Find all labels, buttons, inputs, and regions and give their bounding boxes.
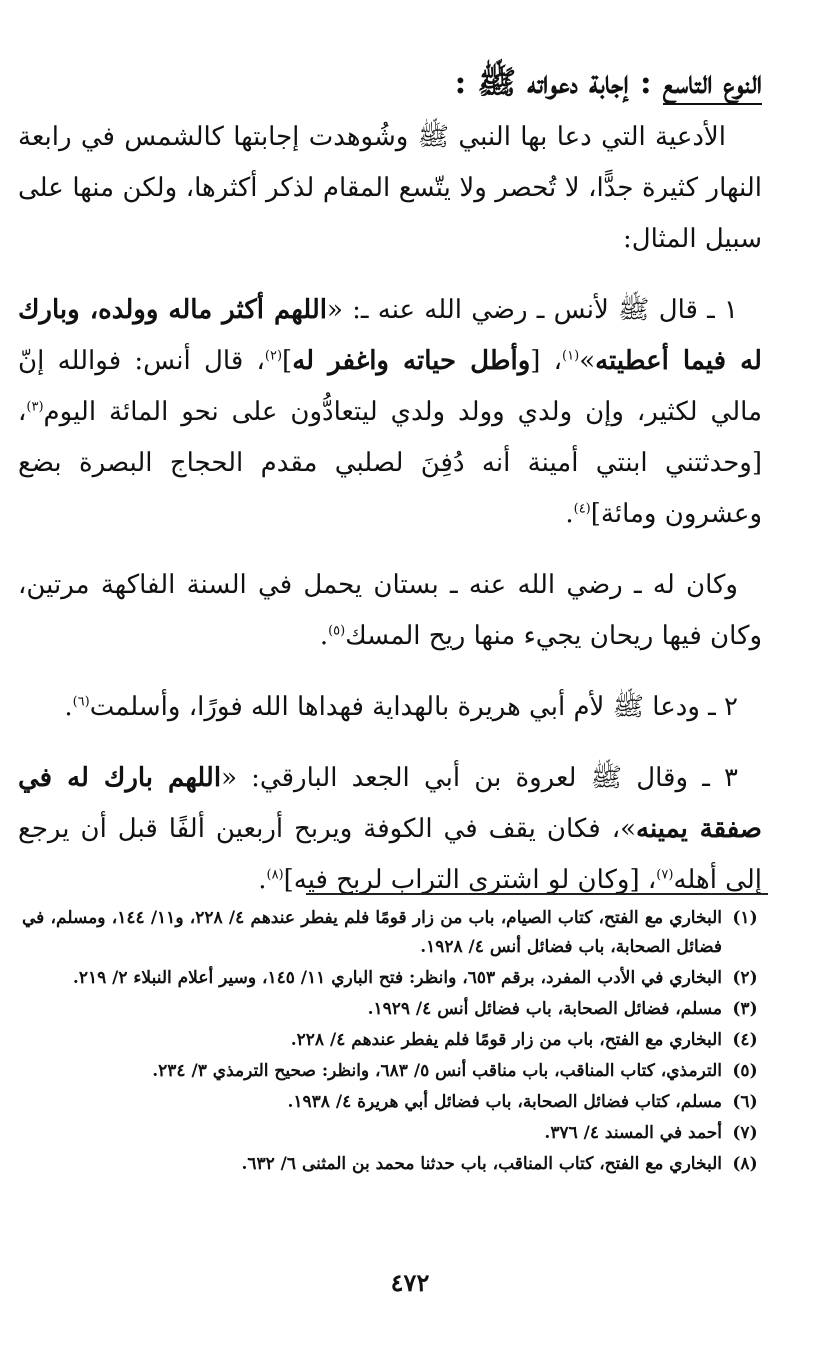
footnotes-list <box>22 904 768 1181</box>
footnote-number: (٥) <box>732 1061 758 1081</box>
item1-cont-text-a: وكان له ـ رضي الله عنه ـ بستان يحمل في السنة الفاكهة مرتين، وكان فيها ريحان يجيء منها ريح المسك <box>18 570 762 651</box>
item1-text-c: » <box>579 346 596 376</box>
footnote-text: أحمد في المسند ٤/ ٣٧٦. <box>544 1123 722 1143</box>
footnote-item <box>22 1026 768 1055</box>
footnote-text: البخاري في الأدب المفرد، برقم ٦٥٣، وانظر: فتح الباري ١١/ ١٤٥، وسير أعلام النبلاء ٢/ ٢١٩. <box>72 968 722 988</box>
footnote-item <box>22 1088 768 1117</box>
item3-text-a: ٣ ـ وقال ﷺ لعروة بن أبي الجعد البارقي: « <box>221 763 738 793</box>
item1-text-g: ، قال أنس: فوالله إنّ مالي لكثير، وإن ولدي وولد ولدي ليتعادُّون على نحو المائة اليوم <box>18 346 762 427</box>
item1-cont-text-b: . <box>319 621 329 651</box>
item1-text-d: ، [ <box>530 346 563 376</box>
item1-text-i: . <box>565 499 574 529</box>
footnote-divider <box>306 893 768 895</box>
footnote-text: البخاري مع الفتح، كتاب الصيام، باب من زار قومًا فلم يفطر عندهم ٤/ ٢٢٨، و١١/ ١٤٤، ومسلم، في فضائل الصحابة، باب فضائل أنس ٤/ ١٩٢٨. <box>22 908 722 957</box>
item1-quote-1: اللهم أكثر ماله وولده، وبارك له فيما أعطيته <box>18 295 762 376</box>
intro-paragraph: الأدعية التي دعا بها النبي ﷺ وشُوهدت إجابتها كالشمس في رابعة النهار كثيرة جدًّا، لا تُحصر ولا يتّسع المقام لذكر أكثرها، ولكن منها على سبيل المثال: <box>18 122 762 254</box>
footnote-text: مسلم، فضائل الصحابة، باب فضائل أنس ٤/ ١٩٢٩. <box>367 999 722 1019</box>
footnote-item <box>22 1119 768 1148</box>
footnote-text: مسلم، كتاب فضائل الصحابة، باب فضائل أبي هريرة ٤/ ١٩٣٨. <box>287 1092 722 1112</box>
item1-quote-2: وأطل حياته واغفر له <box>292 346 531 376</box>
paragraph-item-1 <box>18 285 762 540</box>
heading-label: النوع التاسع <box>663 63 762 105</box>
footnote-ref-5: (٥) <box>328 623 346 639</box>
item1-text-f: ] <box>282 346 293 376</box>
footnote-item <box>22 904 768 962</box>
heading-title: : إجابة دعواته ﷺ : <box>454 63 652 101</box>
footnote-number: (٣) <box>732 999 758 1019</box>
main-text <box>18 112 762 926</box>
item3-text-d: ، [وكان لو اشترى التراب لربح فيه] <box>283 865 657 895</box>
item1-text-h: ، [وحدثتني ابنتي أمينة أنه دُفِنَ لصلبي مقدم الحجاج البصرة بضع وعشرون ومائة] <box>18 397 762 529</box>
footnote-ref-6: (٦) <box>72 694 90 710</box>
footnote-ref-4: (٤) <box>573 501 591 517</box>
footnote-ref-7: (٧) <box>656 867 674 883</box>
item3-text-c: »، فكان يقف في الكوفة ويربح أربعين ألفًا قبل أن يرجع إلى أهله <box>18 814 762 895</box>
footnote-ref-2: (٢) <box>264 348 283 364</box>
footnote-ref-8: (٨) <box>266 867 284 883</box>
footnote-ref-1: (١) <box>562 348 580 364</box>
footnote-item <box>22 1057 768 1086</box>
footnote-text: الترمذي، كتاب المناقب، باب مناقب أنس ٥/ ٦٨٣، وانظر: صحيح الترمذي ٣/ ٢٣٤. <box>152 1061 722 1081</box>
item2-text-a: ٢ ـ ودعا ﷺ لأم أبي هريرة بالهداية فهداها الله فورًا، وأسلمت <box>89 692 738 722</box>
footnote-item <box>22 1150 768 1179</box>
page-number: ٤٧٢ <box>390 1268 430 1297</box>
item3-text-e: . <box>258 865 267 895</box>
paragraph-item-3 <box>18 753 762 906</box>
footnote-item <box>22 964 768 993</box>
footnote-item <box>22 995 768 1024</box>
footnote-number: (٦) <box>732 1092 758 1112</box>
footnote-text: البخاري مع الفتح، كتاب المناقب، باب حدثنا محمد بن المثنى ٦/ ٦٣٢. <box>241 1154 722 1174</box>
footnote-number: (٨) <box>732 1154 758 1174</box>
footnote-number: (١) <box>732 908 758 928</box>
footnote-number: (٧) <box>732 1123 758 1143</box>
footnote-ref-3: (٣) <box>26 399 44 415</box>
footnote-number: (٤) <box>732 1030 758 1050</box>
item1-text-a: ١ ـ قال ﷺ لأنس ـ رضي الله عنه ـ: « <box>327 295 738 325</box>
item3-quote: اللهم بارك له في صفقة يمينه <box>18 763 762 844</box>
paragraph-item-1-continued <box>18 560 762 662</box>
item2-text-b: . <box>64 692 73 722</box>
paragraph-item-2 <box>18 682 762 733</box>
footnote-text: البخاري مع الفتح، باب من زار قومًا فلم يفطر عندهم ٤/ ٢٢٨. <box>290 1030 722 1050</box>
footnote-number: (٢) <box>732 968 758 988</box>
section-heading <box>454 58 762 106</box>
